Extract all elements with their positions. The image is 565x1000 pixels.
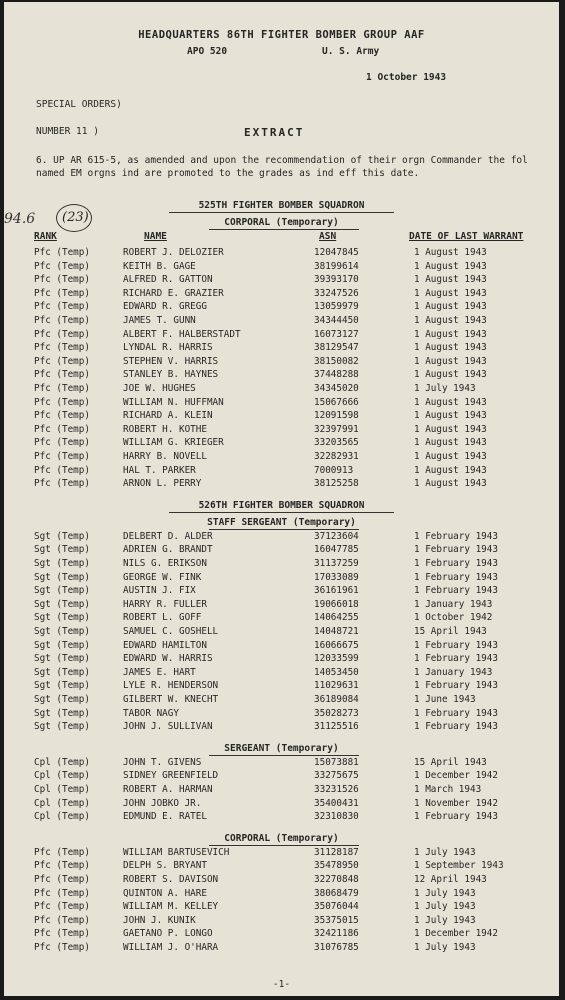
rank-cell: Pfc (Temp) xyxy=(34,887,90,899)
special-orders-label: SPECIAL ORDERS) xyxy=(36,99,122,110)
rank-cell: Sgt (Temp) xyxy=(34,558,90,569)
name-cell: EDMUND E. RATEL xyxy=(123,811,207,823)
date-cell: 1 August 1943 xyxy=(414,328,487,340)
rank-cell: Sgt (Temp) xyxy=(34,707,90,719)
table-row xyxy=(4,928,559,942)
table-row xyxy=(4,544,559,558)
rank-cell: Pfc (Temp) xyxy=(34,901,90,913)
asn-cell: 38125258 xyxy=(314,478,359,490)
name-cell: ALBERT F. HALBERSTADT xyxy=(123,328,241,340)
asn-cell: 35076044 xyxy=(314,901,359,913)
date-cell: 1 July 1943 xyxy=(414,846,476,858)
asn-cell: 14053450 xyxy=(314,666,359,678)
rank-cell: Pfc (Temp) xyxy=(34,478,90,490)
date-cell: 1 July 1943 xyxy=(414,383,476,394)
table-row xyxy=(4,626,559,640)
date-cell: 1 February 1943 xyxy=(414,530,498,542)
table-row xyxy=(4,694,559,708)
table-row xyxy=(4,757,559,771)
name-cell: JAMES T. GUNN xyxy=(123,315,196,326)
handwritten-annotation: 94.6 xyxy=(4,211,36,227)
date-cell: 1 August 1943 xyxy=(414,274,487,286)
asn-cell: 12091598 xyxy=(314,410,359,422)
table-row xyxy=(4,437,559,451)
table-row xyxy=(4,397,559,411)
heading-underline xyxy=(209,229,359,230)
asn-cell: 17033089 xyxy=(314,571,359,583)
table-row xyxy=(4,942,559,956)
asn-cell: 33203565 xyxy=(314,437,359,449)
table-row xyxy=(4,301,559,315)
asn-cell: 7000913 xyxy=(314,464,354,476)
rank-cell: Cpl (Temp) xyxy=(34,770,90,782)
name-cell: ALFRED R. GATTON xyxy=(123,274,213,286)
rank-cell: Pfc (Temp) xyxy=(34,464,90,476)
asn-cell: 32270848 xyxy=(314,874,359,885)
rank-cell: Pfc (Temp) xyxy=(34,874,90,885)
asn-cell: 16066675 xyxy=(314,639,359,651)
name-cell: WILLIAM BARTUSEVICH xyxy=(123,846,230,858)
name-cell: DELPH S. BRYANT xyxy=(123,860,207,872)
date-cell: 1 February 1943 xyxy=(414,558,498,569)
column-header-date: DATE OF LAST WARRANT xyxy=(409,231,524,242)
asn-cell: 32397991 xyxy=(314,423,359,435)
asn-cell: 35375015 xyxy=(314,914,359,926)
grade-heading: STAFF SERGEANT (Temporary) xyxy=(207,516,356,528)
asn-cell: 35400431 xyxy=(314,797,359,809)
name-cell: KEITH B. GAGE xyxy=(123,260,196,272)
date-cell: 1 February 1943 xyxy=(414,721,498,733)
rank-cell: Sgt (Temp) xyxy=(34,666,90,678)
asn-cell: 36161961 xyxy=(314,585,359,597)
date-cell: 1 August 1943 xyxy=(414,260,487,272)
rank-cell: Pfc (Temp) xyxy=(34,451,90,462)
asn-cell: 33247526 xyxy=(314,287,359,299)
asn-cell: 31128187 xyxy=(314,846,359,858)
table-row xyxy=(4,888,559,902)
rank-cell: Pfc (Temp) xyxy=(34,247,90,258)
rank-cell: Pfc (Temp) xyxy=(34,260,90,272)
asn-cell: 32282931 xyxy=(314,451,359,462)
asn-cell: 31076785 xyxy=(314,942,359,953)
name-cell: LYLE R. HENDERSON xyxy=(123,680,219,692)
rank-cell: Sgt (Temp) xyxy=(34,639,90,651)
column-header-name: NAME xyxy=(144,231,167,242)
table-row xyxy=(4,640,559,654)
table-row xyxy=(4,585,559,599)
rank-cell: Sgt (Temp) xyxy=(34,571,90,583)
rank-cell: Pfc (Temp) xyxy=(34,437,90,449)
table-row xyxy=(4,680,559,694)
date-cell: 1 August 1943 xyxy=(414,342,487,354)
heading-underline xyxy=(169,512,394,513)
rank-cell: Pfc (Temp) xyxy=(34,369,90,381)
rank-cell: Pfc (Temp) xyxy=(34,342,90,354)
table-row xyxy=(4,798,559,812)
rank-cell: Pfc (Temp) xyxy=(34,423,90,435)
table-row xyxy=(4,770,559,784)
name-cell: ROBERT A. HARMAN xyxy=(123,784,213,795)
name-cell: RICHARD A. KLEIN xyxy=(123,410,213,422)
date-cell: 1 August 1943 xyxy=(414,478,487,490)
name-cell: EDWARD HAMILTON xyxy=(123,639,207,651)
name-cell: ARNON L. PERRY xyxy=(123,478,202,490)
name-cell: JOHN J. SULLIVAN xyxy=(123,721,213,733)
date-cell: 1 October 1942 xyxy=(414,612,493,624)
rank-cell: Sgt (Temp) xyxy=(34,530,90,542)
table-row xyxy=(4,721,559,735)
name-cell: HARRY R. FULLER xyxy=(123,598,207,610)
date-cell: 1 August 1943 xyxy=(414,355,487,367)
name-cell: JOHN T. GIVENS xyxy=(123,756,202,768)
table-row xyxy=(4,478,559,492)
table-row xyxy=(4,915,559,929)
date-cell: 1 January 1943 xyxy=(414,666,493,678)
name-cell: GAETANO P. LONGO xyxy=(123,928,213,940)
asn-cell: 31125516 xyxy=(314,721,359,733)
date-cell: 1 August 1943 xyxy=(414,287,487,299)
date-cell: 15 April 1943 xyxy=(414,626,487,637)
heading-underline xyxy=(169,212,394,213)
name-cell: JOHN JOBKO JR. xyxy=(123,797,202,809)
heading-underline xyxy=(209,755,359,756)
table-row xyxy=(4,558,559,572)
date-cell: 1 February 1943 xyxy=(414,680,498,692)
name-cell: ROBERT H. KOTHE xyxy=(123,423,207,435)
asn-cell: 12033599 xyxy=(314,653,359,665)
name-cell: GEORGE W. FINK xyxy=(123,571,202,583)
circled-number: (23) xyxy=(62,210,89,225)
name-cell: AUSTIN J. FIX xyxy=(123,585,196,597)
asn-cell: 15067666 xyxy=(314,396,359,408)
date-cell: 1 December 1942 xyxy=(414,928,498,940)
asn-cell: 31137259 xyxy=(314,558,359,569)
name-cell: STEPHEN V. HARRIS xyxy=(123,355,219,367)
name-cell: JOHN J. KUNIK xyxy=(123,914,196,926)
date-cell: 1 July 1943 xyxy=(414,901,476,913)
date-cell: 1 August 1943 xyxy=(414,301,487,313)
asn-cell: 32421186 xyxy=(314,928,359,940)
date-cell: 15 April 1943 xyxy=(414,756,487,768)
order-paragraph: 6. UP AR 615-5, as amended and upon the recommendation of their orgn Commander the fol named EM orgns ind are promoted to the grades as ind eff this date. xyxy=(36,155,528,179)
table-row xyxy=(4,860,559,874)
name-cell: TABOR NAGY xyxy=(123,707,179,719)
date-cell: 1 August 1943 xyxy=(414,423,487,435)
name-cell: QUINTON A. HARE xyxy=(123,887,207,899)
headquarters-line: HEADQUARTERS 86TH FIGHTER BOMBER GROUP AAF xyxy=(138,29,425,41)
grade-heading: CORPORAL (Temporary) xyxy=(224,217,339,228)
column-header-rank: RANK xyxy=(34,231,57,242)
date-cell: 1 August 1943 xyxy=(414,396,487,408)
rank-cell: Sgt (Temp) xyxy=(34,721,90,733)
rank-cell: Sgt (Temp) xyxy=(34,598,90,610)
rank-cell: Pfc (Temp) xyxy=(34,410,90,422)
date-cell: 1 March 1943 xyxy=(414,784,482,795)
asn-cell: 13059979 xyxy=(314,301,359,313)
table-row xyxy=(4,901,559,915)
rank-cell: Pfc (Temp) xyxy=(34,355,90,367)
apo-number: APO 520 xyxy=(187,46,228,57)
asn-cell: 38199614 xyxy=(314,260,359,272)
rank-cell: Cpl (Temp) xyxy=(34,797,90,809)
date-cell: 1 August 1943 xyxy=(414,437,487,449)
rank-cell: Cpl (Temp) xyxy=(34,756,90,768)
rank-cell: Sgt (Temp) xyxy=(34,585,90,597)
name-cell: ROBERT S. DAVISON xyxy=(123,874,219,885)
date-cell: 1 January 1943 xyxy=(414,598,493,610)
date-cell: 1 August 1943 xyxy=(414,247,487,258)
asn-cell: 33231526 xyxy=(314,784,359,795)
table-row xyxy=(4,708,559,722)
order-date: 1 October 1943 xyxy=(366,72,447,83)
asn-cell: 19066018 xyxy=(314,598,359,610)
name-cell: SAMUEL C. GOSHELL xyxy=(123,626,219,637)
table-row xyxy=(4,261,559,275)
column-header-asn: ASN xyxy=(319,231,337,242)
name-cell: HARRY B. NOVELL xyxy=(123,451,207,462)
table-row xyxy=(4,356,559,370)
rank-cell: Pfc (Temp) xyxy=(34,315,90,326)
rank-cell: Pfc (Temp) xyxy=(34,274,90,286)
asn-cell: 14064255 xyxy=(314,612,359,624)
table-row xyxy=(4,784,559,798)
table-row xyxy=(4,612,559,626)
table-row xyxy=(4,410,559,424)
order-number: NUMBER 11 ) xyxy=(36,126,99,137)
table-row xyxy=(4,572,559,586)
table-row xyxy=(4,424,559,438)
table-row xyxy=(4,451,559,465)
asn-cell: 32310830 xyxy=(314,811,359,823)
army-label: U. S. Army xyxy=(322,46,380,57)
name-cell: RICHARD E. GRAZIER xyxy=(123,287,224,299)
date-cell: 1 November 1942 xyxy=(414,797,498,809)
table-row xyxy=(4,465,559,479)
asn-cell: 35028273 xyxy=(314,707,359,719)
asn-cell: 34345020 xyxy=(314,383,359,394)
rank-cell: Sgt (Temp) xyxy=(34,544,90,556)
asn-cell: 38150082 xyxy=(314,355,359,367)
page-number: -1- xyxy=(272,979,291,990)
grade-heading: CORPORAL (Temporary) xyxy=(224,832,339,844)
date-cell: 1 February 1943 xyxy=(414,544,498,556)
name-cell: EDWARD W. HARRIS xyxy=(123,653,213,665)
date-cell: 1 June 1943 xyxy=(414,694,476,705)
name-cell: JOE W. HUGHES xyxy=(123,383,196,394)
date-cell: 1 February 1943 xyxy=(414,653,498,665)
date-cell: 1 July 1943 xyxy=(414,942,476,953)
date-cell: 1 February 1943 xyxy=(414,707,498,719)
date-cell: 1 August 1943 xyxy=(414,315,487,326)
heading-underline xyxy=(209,529,359,530)
rank-cell: Pfc (Temp) xyxy=(34,846,90,858)
asn-cell: 12047845 xyxy=(314,247,359,258)
table-row xyxy=(4,288,559,302)
asn-cell: 33275675 xyxy=(314,770,359,782)
name-cell: HAL T. PARKER xyxy=(123,464,196,476)
date-cell: 1 September 1943 xyxy=(414,860,504,872)
name-cell: WILLIAM N. HUFFMAN xyxy=(123,396,224,408)
table-row xyxy=(4,531,559,545)
rank-cell: Pfc (Temp) xyxy=(34,942,90,953)
table-row xyxy=(4,599,559,613)
table-row xyxy=(4,315,559,329)
rank-cell: Pfc (Temp) xyxy=(34,383,90,394)
grade-heading: SERGEANT (Temporary) xyxy=(224,742,339,754)
date-cell: 1 February 1943 xyxy=(414,585,498,597)
date-cell: 1 February 1943 xyxy=(414,811,498,823)
rank-cell: Sgt (Temp) xyxy=(34,680,90,692)
rank-cell: Cpl (Temp) xyxy=(34,811,90,823)
name-cell: SIDNEY GREENFIELD xyxy=(123,770,219,782)
name-cell: GILBERT W. KNECHT xyxy=(123,694,219,705)
rank-cell: Pfc (Temp) xyxy=(34,287,90,299)
date-cell: 1 July 1943 xyxy=(414,914,476,926)
table-row xyxy=(4,342,559,356)
name-cell: WILLIAM M. KELLEY xyxy=(123,901,219,913)
asn-cell: 39393170 xyxy=(314,274,359,286)
table-row xyxy=(4,369,559,383)
rank-cell: Pfc (Temp) xyxy=(34,914,90,926)
asn-cell: 37448288 xyxy=(314,369,359,381)
date-cell: 1 December 1942 xyxy=(414,770,498,782)
asn-cell: 34344450 xyxy=(314,315,359,326)
table-row xyxy=(4,274,559,288)
squadron-heading: 526TH FIGHTER BOMBER SQUADRON xyxy=(198,499,365,511)
rank-cell: Pfc (Temp) xyxy=(34,396,90,408)
rank-cell: Sgt (Temp) xyxy=(34,694,90,705)
table-row xyxy=(4,847,559,861)
date-cell: 1 February 1943 xyxy=(414,571,498,583)
rank-cell: Pfc (Temp) xyxy=(34,301,90,313)
asn-cell: 14048721 xyxy=(314,626,359,637)
rank-cell: Pfc (Temp) xyxy=(34,328,90,340)
rank-cell: Pfc (Temp) xyxy=(34,928,90,940)
asn-cell: 16073127 xyxy=(314,328,359,340)
table-row xyxy=(4,667,559,681)
date-cell: 1 August 1943 xyxy=(414,410,487,422)
rank-cell: Sgt (Temp) xyxy=(34,612,90,624)
date-cell: 1 August 1943 xyxy=(414,451,487,462)
order-page xyxy=(4,2,559,996)
heading-underline xyxy=(209,845,359,846)
asn-cell: 11029631 xyxy=(314,680,359,692)
name-cell: STANLEY B. HAYNES xyxy=(123,369,219,381)
rank-cell: Pfc (Temp) xyxy=(34,860,90,872)
table-row xyxy=(4,383,559,397)
table-row xyxy=(4,874,559,888)
asn-cell: 37123604 xyxy=(314,530,359,542)
table-row xyxy=(4,247,559,261)
rank-cell: Sgt (Temp) xyxy=(34,653,90,665)
table-row xyxy=(4,811,559,825)
name-cell: EDWARD R. GREGG xyxy=(123,301,207,313)
name-cell: ROBERT L. GOFF xyxy=(123,612,202,624)
date-cell: 1 August 1943 xyxy=(414,369,487,381)
asn-cell: 15073881 xyxy=(314,756,359,768)
name-cell: DELBERT D. ALDER xyxy=(123,530,213,542)
name-cell: JAMES E. HART xyxy=(123,666,196,678)
rank-cell: Cpl (Temp) xyxy=(34,784,90,795)
table-row xyxy=(4,653,559,667)
squadron-heading: 525TH FIGHTER BOMBER SQUADRON xyxy=(198,200,365,211)
date-cell: 1 July 1943 xyxy=(414,887,476,899)
date-cell: 1 February 1943 xyxy=(414,639,498,651)
name-cell: ROBERT J. DELOZIER xyxy=(123,247,224,258)
rank-cell: Sgt (Temp) xyxy=(34,626,90,637)
name-cell: ADRIEN G. BRANDT xyxy=(123,544,213,556)
asn-cell: 16047785 xyxy=(314,544,359,556)
asn-cell: 35478950 xyxy=(314,860,359,872)
asn-cell: 36189084 xyxy=(314,694,359,705)
name-cell: NILS G. ERIKSON xyxy=(123,558,207,569)
extract-title: EXTRACT xyxy=(244,126,305,139)
date-cell: 1 August 1943 xyxy=(414,464,487,476)
asn-cell: 38068479 xyxy=(314,887,359,899)
table-row xyxy=(4,329,559,343)
date-cell: 12 April 1943 xyxy=(414,874,487,885)
name-cell: WILLIAM G. KRIEGER xyxy=(123,437,224,449)
asn-cell: 38129547 xyxy=(314,342,359,354)
name-cell: WILLIAM J. O'HARA xyxy=(123,942,219,953)
name-cell: LYNDAL R. HARRIS xyxy=(123,342,213,354)
